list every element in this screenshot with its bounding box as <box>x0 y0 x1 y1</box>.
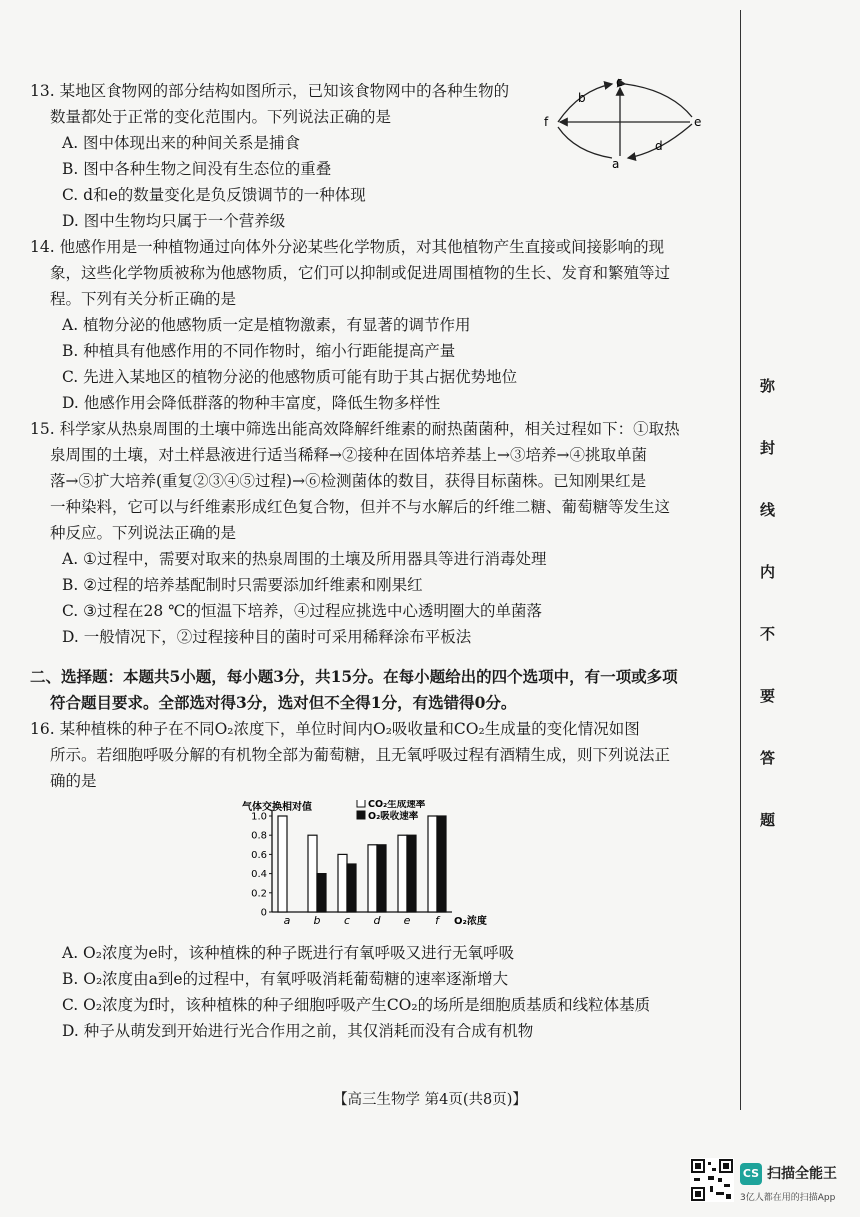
q16-option-d: D. 种子从萌发到开始进行光合作用之前，其仅消耗而没有合成有机物 <box>62 1022 534 1040</box>
q16-option-a: A. O₂浓度为e时，该种植株的种子既进行有氧呼吸又进行无氧呼吸 <box>62 944 515 962</box>
y-tick-label: 0.8 <box>251 830 267 842</box>
x-tick-label: b <box>313 914 321 927</box>
gas-exchange-bar-chart <box>220 800 490 935</box>
seal-char: 答 <box>760 749 776 767</box>
bar <box>428 816 437 912</box>
page-footer: 【高三生物学 第4页(共8页)】 <box>333 1092 527 1108</box>
q14-stem-line1: 14. 他感作用是一种植物通过向体外分泌某些化学物质，对其他植物产生直接或间接影响的现 <box>30 238 665 256</box>
legend-swatch <box>357 811 365 819</box>
q14-stem-line3: 程。下列有关分析正确的是 <box>50 290 237 308</box>
q13-option-b: B. 图中各种生物之间没有生态位的重叠 <box>62 160 332 178</box>
y-tick-label: 0 <box>260 907 267 919</box>
q13-option-c: C. d和e的数量变化是负反馈调节的一种体现 <box>62 186 366 204</box>
question-16-options <box>30 940 720 1044</box>
seal-char: 题 <box>760 811 776 829</box>
y-tick-label: 0.4 <box>251 869 267 881</box>
section-2-line1: 二、选择题：本题共5小题，每小题3分，共15分。在每小题给出的四个选项中，有一项或多项 <box>30 667 678 686</box>
question-14 <box>30 234 720 416</box>
question-15 <box>30 416 720 650</box>
q16-stem-line2: 所示。若细胞呼吸分解的有机物全部为葡萄糖，且无氧呼吸过程有酒精生成，则下列说法正 <box>50 746 671 764</box>
scanner-app-tagline: 3亿人都在用的扫描App <box>740 1193 836 1203</box>
q16-option-c: C. O₂浓度为f时，该种植株的种子细胞呼吸产生CO₂的场所是细胞质基质和线粒体基质 <box>62 996 651 1014</box>
bar <box>308 835 317 912</box>
x-tick-label: e <box>403 914 411 927</box>
y-tick-label: 0.6 <box>251 849 267 861</box>
x-tick-label: d <box>373 914 381 927</box>
q15-option-b: B. ②过程的培养基配制时只需要添加纤维素和刚果红 <box>62 576 423 594</box>
bar <box>317 874 326 912</box>
q15-stem-line2: 泉周围的土壤，对土样悬液进行适当稀释→②接种在固体培养基上→③培养→④挑取单菌 <box>50 446 647 464</box>
qr-code-icon <box>690 1158 734 1202</box>
legend-swatch <box>357 800 365 807</box>
seal-char: 要 <box>760 687 776 705</box>
x-tick-label: c <box>343 914 351 927</box>
bar <box>377 845 386 912</box>
section-2-header <box>30 664 720 716</box>
q15-stem-line3: 落→⑤扩大培养(重复②③④⑤过程)→⑥检测菌体的数目，获得目标菌株。已知刚果红是 <box>50 472 647 490</box>
food-web-diagram <box>540 72 715 172</box>
question-16 <box>30 716 720 794</box>
seal-char: 封 <box>760 439 776 457</box>
seal-char: 线 <box>760 501 776 519</box>
q14-option-b: B. 种植具有他感作用的不同作物时，缩小行距能提高产量 <box>62 342 456 360</box>
q15-stem-line5: 种反应。下列说法正确的是 <box>50 524 237 542</box>
seal-char: 弥 <box>760 377 776 395</box>
q14-stem-line2: 象，这些化学物质被称为他感物质，它们可以抑制或促进周围植物的生长、发育和繁殖等过 <box>50 264 671 282</box>
q16-stem-line3: 确的是 <box>50 772 97 790</box>
q15-option-a: A. ①过程中，需要对取来的热泉周围的土壤及所用器具等进行消毒处理 <box>62 550 547 568</box>
bar <box>347 864 356 912</box>
q14-option-d: D. 他感作用会降低群落的物种丰富度，降低生物多样性 <box>62 394 441 412</box>
q15-stem-line1: 15. 科学家从热泉周围的土壤中筛选出能高效降解纤维素的耐热菌菌种，相关过程如下：①取热 <box>30 420 680 438</box>
x-axis-label: O₂浓度 <box>454 916 487 927</box>
q16-option-b: B. O₂浓度由a到e的过程中，有氧呼吸消耗葡萄糖的速率逐渐增大 <box>62 970 509 988</box>
scanner-app-name: 扫描全能王 <box>767 1166 837 1182</box>
node-f: f <box>544 115 549 129</box>
q15-option-c: C. ③过程在28 ℃的恒温下培养，④过程应挑选中心透明圈大的单菌落 <box>62 602 543 620</box>
node-e: e <box>694 115 702 129</box>
node-b: b <box>578 91 586 105</box>
bar <box>398 835 407 912</box>
bar <box>338 854 347 912</box>
y-axis-label: 气体交换相对值 <box>242 802 312 813</box>
node-d: d <box>655 139 663 153</box>
q13-option-a: A. 图中体现出来的种间关系是捕食 <box>62 134 301 152</box>
q15-stem-line4: 一种染料，它可以与纤维素形成红色复合物，但并不与水解后的纤维二糖、葡萄糖等发生这 <box>50 498 671 516</box>
y-tick-label: 0.2 <box>251 888 267 900</box>
bar <box>437 816 446 912</box>
cs-logo: CS <box>740 1163 762 1185</box>
seal-char: 不 <box>760 625 776 643</box>
q14-option-a: A. 植物分泌的他感物质一定是植物激素，有显著的调节作用 <box>62 316 471 334</box>
q13-option-d: D. 图中生物均只属于一个营养级 <box>62 212 286 230</box>
legend-label: CO₂生成速率 <box>368 800 426 810</box>
bar <box>278 816 287 912</box>
q13-stem-line1: 13. 某地区食物网的部分结构如图所示，已知该食物网中的各种生物的 <box>30 82 510 100</box>
q16-stem-line1: 16. 某种植株的种子在不同O₂浓度下，单位时间内O₂吸收量和CO₂生成量的变化情况如图 <box>30 720 640 738</box>
q13-stem-line2: 数量都处于正常的变化范围内。下列说法正确的是 <box>50 108 392 126</box>
seal-char: 内 <box>760 563 776 581</box>
q14-option-c: C. 先进入某地区的植物分泌的他感物质可能有助于其占据优势地位 <box>62 368 518 386</box>
section-2-line2: 符合题目要求。全部选对得3分，选对但不全得1分，有选错得0分。 <box>50 693 517 712</box>
bar <box>407 835 416 912</box>
bar <box>368 845 377 912</box>
y-tick-label: 1.0 <box>251 811 267 823</box>
seal-line-sidebar <box>740 10 796 1110</box>
q15-option-d: D. 一般情况下，②过程接种目的菌时可采用稀释涂布平板法 <box>62 628 472 646</box>
x-tick-label: f <box>435 914 439 927</box>
node-c: c <box>616 75 623 89</box>
node-a: a <box>612 157 620 171</box>
x-tick-label: a <box>283 914 291 927</box>
legend-label: O₂吸收速率 <box>368 811 419 822</box>
